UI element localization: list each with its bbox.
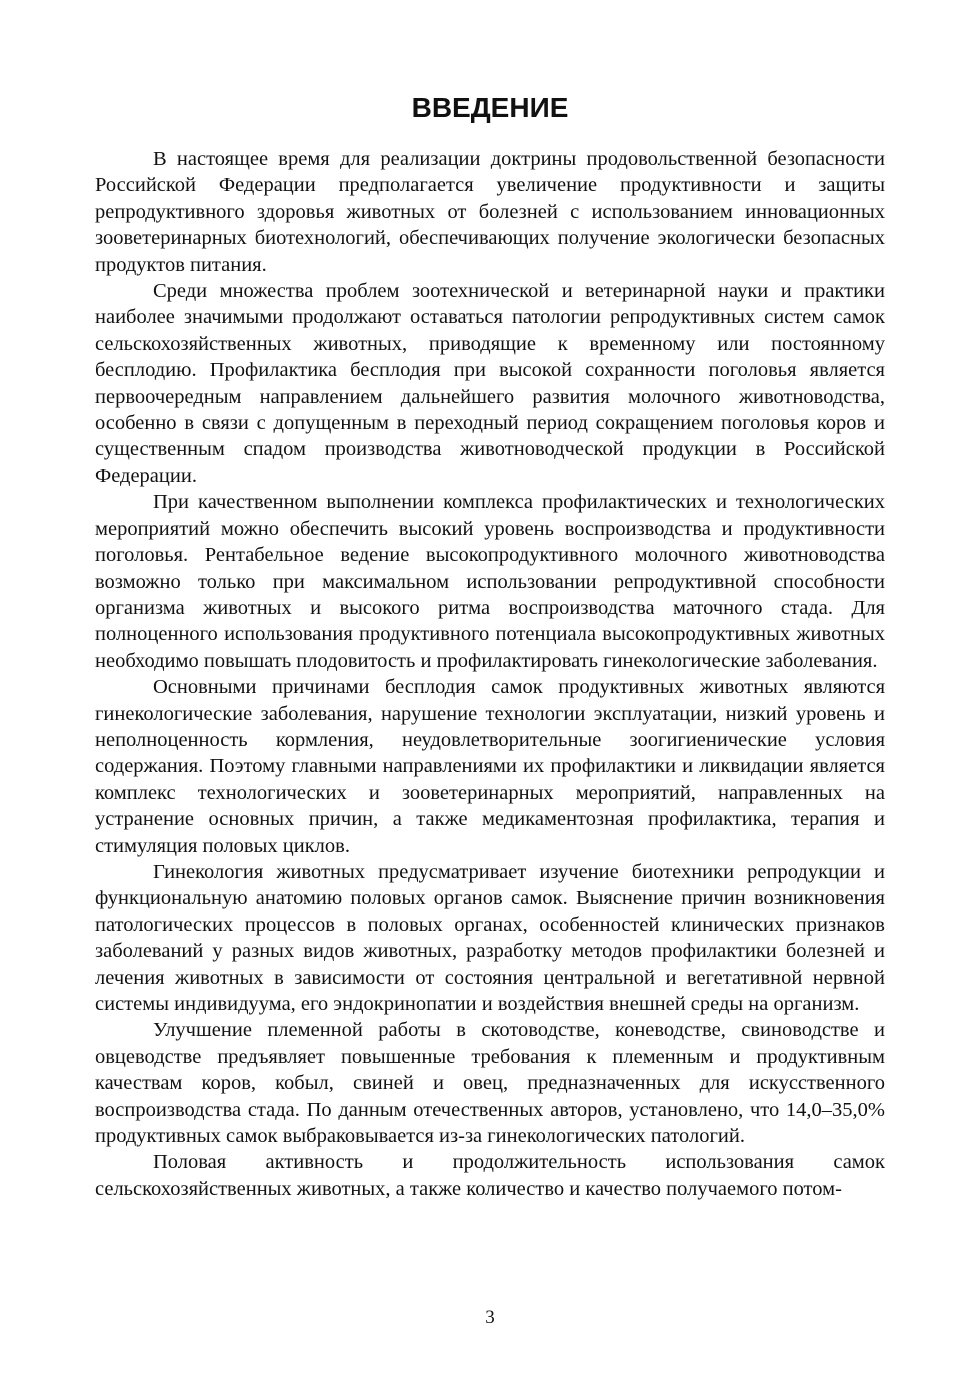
paragraph: Половая активность и продолжительность использования самок сельскохозяйственных животных, а также количество и качество получаемого потом- [95, 1151, 885, 1200]
body-text [95, 146, 885, 1202]
paragraph: Среди множества проблем зоотехнической и ветеринарной науки и практики наиболее значимыми продолжают оставаться патологии репродуктивных систем самок сельскохозяйственных животных, приводящие к временному или постоянному бесплодию. Профилактика бесплодия при высокой сохранности поголовья является первоочередным направлением дальнейшего развития молочного животноводства, особенно в связи с допущенным в переходный период сокращением поголовья коров и существенным спадом производства животноводческой продукции в Российской Федерации. [95, 280, 885, 487]
paragraph: Основными причинами бесплодия самок продуктивных животных являются гинекологические заболевания, нарушение технологии эксплуатации, низкий уровень и неполноценность кормления, неудовлетворительные зоогигиенические условия содержания. Поэтому главными направлениями их профилактики и ликвидации является комплекс технологических и зооветеринарных мероприятий, направленных на устранение основных причин, а также медикаментозная профилактика, терапия и стимуляция половых циклов. [95, 676, 885, 857]
paragraph: При качественном выполнении комплекса профилактических и технологических мероприятий можно обеспечить высокий уровень воспроизводства и продуктивности поголовья. Рентабельное ведение высокопродуктивного молочного животноводства возможно только при максимальном использовании репродуктивной способности организма животных и высокого ритма воспроизводства маточного стада. Для полноценного использования продуктивного потенциала высокопродуктивных животных необходимо повышать плодовитость и профилактировать гинекологические заболевания. [95, 491, 885, 672]
page-title: ВВЕДЕНИЕ [411, 92, 569, 123]
paragraph: Улучшение племенной работы в скотоводстве, коневодстве, свиноводстве и овцеводстве предъявляет повышенные требования к племенным и продуктивным качествам коров, кобыл, свиней и овец, предназначенных для искусственного воспроизводства стада. По данным отечественных авторов, установлено, что 14,0–35,0% продуктивных самок выбраковывается из-за гинекологических патологий. [95, 1019, 885, 1148]
page-number: 3 [485, 1307, 495, 1328]
paragraph: В настоящее время для реализации доктрины продовольственной безопасности Российской Федерации предполагается увеличение продуктивности и защиты репродуктивного здоровья животных от болезней с использованием инновационных зооветеринарных биотехнологий, обеспечивающих получение экологически безопасных продуктов питания. [95, 148, 885, 276]
paragraph: Гинекология животных предусматривает изучение биотехники репродукции и функциональную анатомию половых органов самок. Выяснение причин возникновения патологических процессов в половых органах, особенностей клинических признаков заболеваний у разных видов животных, разработку методов профилактики болезней и лечения животных в зависимости от состояния центральной и вегетативной нервной системы индивидуума, его эндокринопатии и воздействия внешней среды на организм. [95, 860, 885, 1015]
